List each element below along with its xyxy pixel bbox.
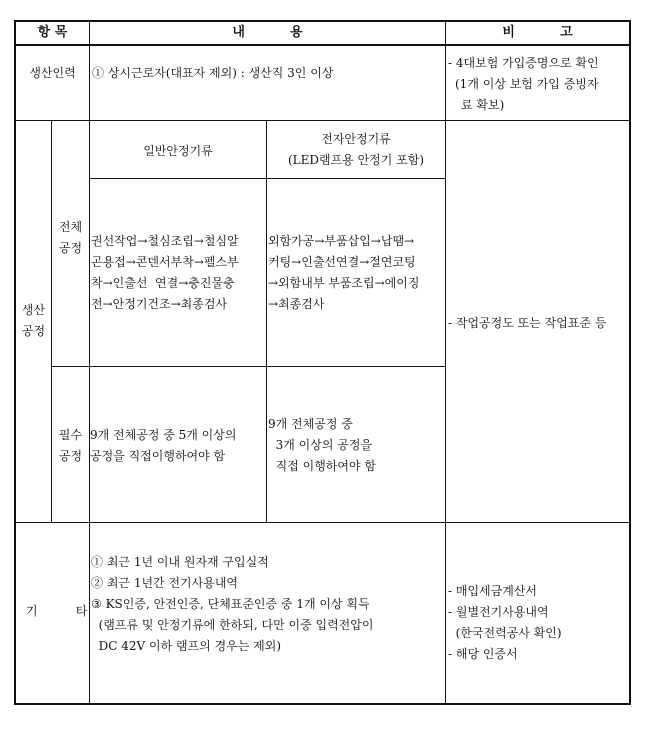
header-item: 항 목 xyxy=(37,25,68,40)
row-divider xyxy=(51,366,445,367)
workforce-label: 생산인력 xyxy=(29,66,76,80)
column-divider xyxy=(89,20,90,704)
table-right-border xyxy=(629,20,631,705)
full-process-label: 전체 공정 xyxy=(58,220,83,255)
remark-line: 료 확보) xyxy=(461,98,505,112)
workforce-remarks xyxy=(448,53,599,116)
table-left-border xyxy=(14,20,16,705)
header-content: 내 용 xyxy=(232,25,303,40)
remark-line: - 4대보험 가입증명으로 확인 xyxy=(448,56,599,70)
header-bottom-border xyxy=(14,44,631,46)
header-remarks: 비 고 xyxy=(502,25,573,40)
row-divider xyxy=(89,178,445,179)
others-content: ① 최근 1년 이내 원자재 구입실적 ② 최근 1년간 전기사용내역 ③ KS인증, 안전인증, 단체표준인증 중 1개 이상 획득 (램프류 및 안정기류에 한하되, 다만 이중 입력전압이 DC 42V 이하 램프의 경우는 제외) xyxy=(91,555,374,653)
workforce-content: ① 상시근로자(대표자 제외) : 생산직 3인 이상 xyxy=(92,66,334,80)
general-ballast-heading: 일반안정기류 xyxy=(143,144,213,158)
remark-line: (1개 이상 보험 가입 증빙자 xyxy=(455,77,599,91)
full-process-general: 권선작업→철심조립→철심알 곤용접→콘덴서부착→펠스부 착→인출선 연결→충진물충 전→안정기건조→최종검사 xyxy=(91,234,239,311)
row-divider xyxy=(14,120,631,121)
full-process-electronic: 외함가공→부품삽입→납땜→ 커팅→인출선연결→절연코팅 →외함내부 부품조립→에이징 →최종검사 xyxy=(268,234,420,311)
column-divider xyxy=(445,20,446,704)
table-bottom-border xyxy=(14,703,631,705)
required-process-electronic: 9개 전체공정 중 3개 이상의 공정을 직접 이행하여야 함 xyxy=(268,417,376,473)
required-process-general: 9개 전체공정 중 5개 이상의 공정을 직접이행하여야 함 xyxy=(90,428,237,463)
process-label: 생산 공정 xyxy=(21,303,46,338)
process-remarks: - 작업공정도 또는 작업표준 등 xyxy=(448,316,607,330)
required-process-label: 필수 공정 xyxy=(58,428,83,463)
others-label: 기 타 xyxy=(26,604,88,618)
column-divider xyxy=(266,120,267,522)
electronic-ballast-heading: 전자안정기류 (LED램프용 안정기 포함) xyxy=(287,132,425,167)
others-remarks: - 매입세금계산서 - 월별전기사용내역 (한국전력공사 확인) - 해당 인증서 xyxy=(448,584,562,661)
row-divider xyxy=(14,522,631,523)
